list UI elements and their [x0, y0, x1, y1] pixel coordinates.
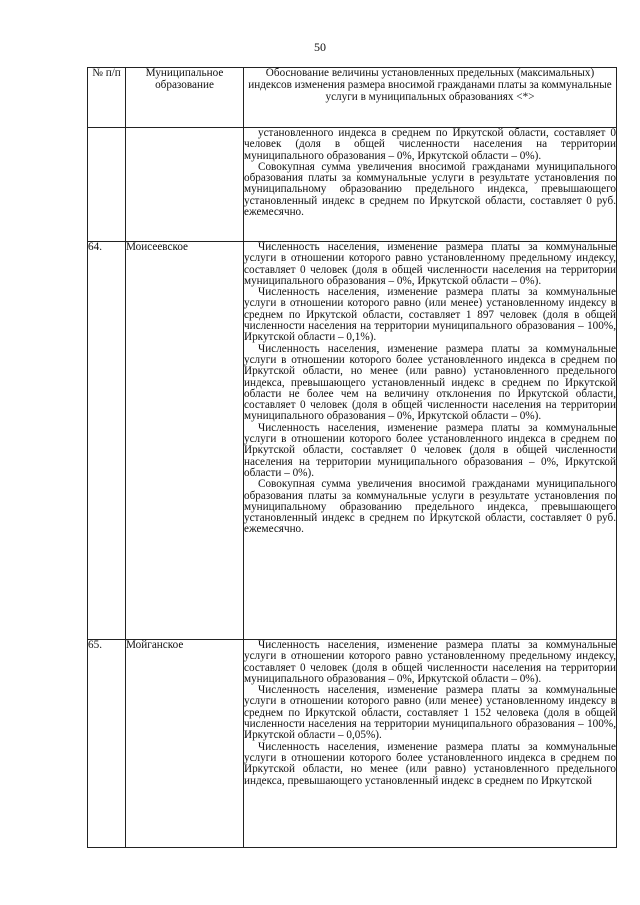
paragraph: Численность населения, изменение размера платы за коммунальные услуги в отношении которого равно (или менее) установленному индексу в среднем по Иркутской области, составляет 1 152 человека (доля в общей численности населения на территории муниципального образования – 100%, Иркутской области – 0,05%). — [244, 684, 616, 742]
paragraph: Численность населения, изменение размера платы за коммунальные услуги в отношении которого равно (или менее) установленному индексу в среднем по Иркутской области, составляет 1 897 человек (доля в общей численности населения на территории муниципального образования – 100%, Иркутской области – 0,1%). — [244, 286, 616, 344]
row-num: 65. — [88, 640, 126, 848]
header-municipality: Муниципальное образование — [126, 68, 244, 128]
header-justification: Обоснование величины установленных предельных (максимальных) индексов изменения размера вносимой гражданами платы за коммунальные услуги в муниципальных образованиях <*> — [244, 68, 617, 128]
paragraph: Численность населения, изменение размера платы за коммунальные услуги в отношении которого равно установленному предельному индексу, составляет 0 человек (доля в общей численности населения на территории муниципального образования – 0%, Иркутской области – 0%). — [244, 241, 616, 287]
row-justification — [244, 242, 617, 640]
paragraph: Численность населения, изменение размера платы за коммунальные услуги в отношении которого более установленного индекса в среднем по Иркутской области, но менее (или равно) установленного предельного индекса, превышающего установленный индекс в среднем по Иркутской — [244, 740, 616, 787]
paragraph: Численность населения, изменение размера платы за коммунальные услуги в отношении которого равно установленному предельному индексу, составляет 0 человек (доля в общей численности населения на территории муниципального образования – 0%, Иркутской области – 0%). — [244, 639, 616, 685]
row-justification — [244, 128, 617, 242]
paragraph: Численность населения, изменение размера платы за коммунальные услуги в отношении которого более установленного индекса в среднем по Иркутской области, но менее (или равно) установленного предельного индекса, превышающего установленный индекс в среднем по Иркутской области не более чем на величину отклонения по Иркутской области, составляет 0 человек (доля в общей численности населения на территории муниципального образования – 0%, Иркутской области – 0%). — [244, 342, 616, 423]
row-municipality: Моисеевское — [126, 242, 244, 640]
row-num: 64. — [88, 242, 126, 640]
row-justification — [244, 640, 617, 848]
table-row — [88, 242, 617, 640]
paragraph: установленного индекса в среднем по Иркутской области, составляет 0 человек (доля в общей численности населения на территории муниципального образования – 0%, Иркутской области – 0%). — [244, 127, 616, 162]
table-row — [88, 640, 617, 848]
row-num — [88, 128, 126, 242]
table-row — [88, 128, 617, 242]
table-header — [88, 68, 617, 128]
header-num: № п/п — [88, 68, 126, 128]
paragraph: Совокупная сумма увеличения вносимой гражданами муниципального образования платы за коммунальные услуги в результате установления по муниципальному образованию предельного индекса, превышающего установленный индекс в среднем по Иркутской области, составляет 0 руб. ежемесячно. — [244, 478, 616, 536]
row-municipality: Мойганское — [126, 640, 244, 848]
paragraph: Численность населения, изменение размера платы за коммунальные услуги в отношении которого более установленного индекса в среднем по Иркутской области, составляет 0 человек (доля в общей численности населения на территории муниципального образования – 0%, Иркутской области – 0%). — [244, 421, 616, 479]
paragraph: Совокупная сумма увеличения вносимой гражданами муниципального образования платы за коммунальные услуги в результате установления по муниципальному образованию предельного индекса, превышающего установленный индекс в среднем по Иркутской области, составляет 0 руб. ежемесячно. — [244, 160, 616, 219]
page-number: 50 — [314, 40, 326, 54]
row-municipality — [126, 128, 244, 242]
indices-table — [87, 67, 617, 848]
